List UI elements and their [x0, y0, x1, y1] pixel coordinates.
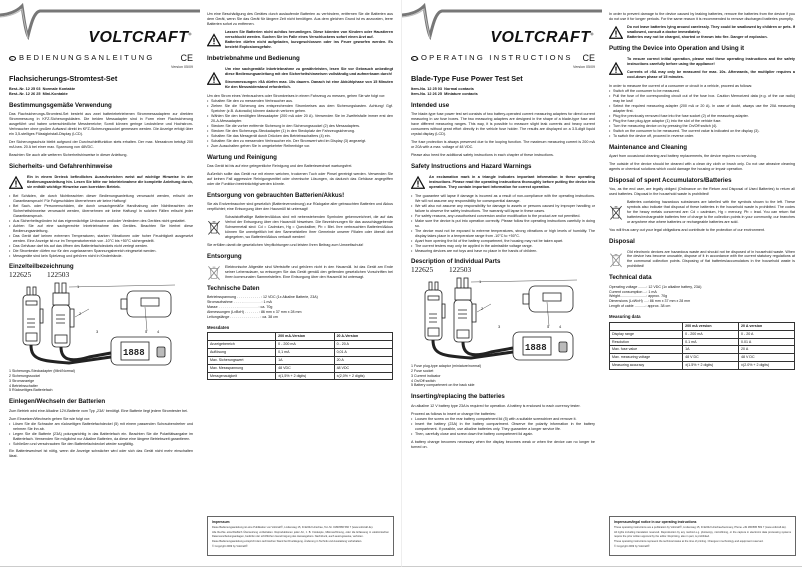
- english-column-1: [402, 0, 602, 566]
- warning-block: An exclamation mark in a triangle indicates important information in these operating instructions. Please read the operating instructions thoroughly before putting the device into operation. They contain important information for correct operation.: [411, 175, 595, 190]
- list-item: • The current testers may only be applied in the admissible voltage range.: [411, 244, 595, 249]
- list-item: 3 Current indicator: [411, 373, 441, 378]
- warning-block: Um eine sachgemäße Inbetriebnahme zu gewährleisten, lesen Sie vor Gebrauch unbedingt diese Bedienungsanleitung mit den Sicherheitshinweisen vollständig und aufmerksam durch! Strommessungen >5A dürfen max. 10s dauern. Danach ist eine Abkühlphase von 15 Minuten für den Messwiderstand erforderlich.: [207, 67, 393, 90]
- svg-text:4: 4: [559, 324, 562, 330]
- impressum-title: Impressum: [212, 520, 230, 524]
- paragraph: Sie als Endverbraucher sind gesetzlich (Batterieverordnung) zur Rückgabe aller gebrauchten Batterien und Akkus verpflichtet; eine Entsorgung über den Hausmüll ist untersagt!: [207, 202, 393, 212]
- paragraph: Das Gerät ist bis auf eine gelegentliche Reinigung und den Batteriewechsel wartungsfrei.: [207, 164, 353, 168]
- measuring-data-table: 200 mA-Version 20 A-Version Anzeigebereich 0 - 200 mA 0 - 20 A Auflösung 0,1 mA 0,01 A Max. Sicherungswert 1A 20 A Max. Messspannung 48 VDC 48 VDC Messgenauigkeit ±(1,5% + 2 digits) ±(2,0% + 2 digits): [207, 332, 393, 380]
- crossed-bin-icon: [609, 250, 623, 270]
- list-item: 5 Battery compartment on the back side: [411, 383, 475, 388]
- disposal-block: Elektronische Altgeräte sind Wertstoffe und gehören nicht in den Hausmüll. Ist das Gerät am Ende seiner Lebensdauer, so entsorgen Sie das Gerät gemäß den geltenden gesetzlichen Vorschriften bei Ihren kommunalen Sammelstellen. Eine Entsorgung über den Hausmüll ist untersagt.: [207, 265, 393, 280]
- section-heading-disposal: Entsorgung: [207, 253, 242, 261]
- warning-triangle-icon: [609, 57, 623, 80]
- svg-text:4: 4: [157, 329, 160, 335]
- list-item: • Lösen Sie die Schraube am rückseitigen Batteriefachdeckel (5) mit einem passenden Schraubendreher und nehmen Sie ihn ab.: [9, 422, 193, 432]
- spec-row: Length of cable ...........: approx. 38 cm: [609, 304, 671, 309]
- paragraph: You will thus carry out your legal obligations and contribute to the protection of our environment.: [609, 228, 766, 233]
- language-flag-icon: D: [10, 56, 15, 61]
- paragraph: Um den Strom eines Verbrauchers oder Stromkreises in einem Fahrzeug zu messen, gehen Sie wie folgt vor:: [207, 93, 386, 98]
- voltcraft-logo: VOLTCRAFT®: [490, 29, 594, 46]
- list-item: • Die Stromtester dürfen nur für den zugelassenen Spannungsbereich eingesetzt werden.: [9, 249, 193, 254]
- operation-steps-list: [609, 89, 795, 139]
- paragraph: Beachten Sie auch alle weiteren Sicherheitshinweise in dieser Anleitung.: [9, 153, 128, 158]
- paragraph: Sie erfüllen damit die gesetzlichen Verpflichtungen und leisten Ihren Beitrag zum Umweltschutz!: [207, 243, 364, 248]
- warning-triangle-icon: [9, 175, 23, 190]
- device-illustration: [9, 279, 195, 369]
- paragraph: Der Sicherungsschutz bleibt aufgrund der Durchschleiffunktion stets erhalten. Der max. Messstrom beträgt 200 mA bzw. 20 A bei einer max. Spannung von 48VDC.: [9, 140, 193, 150]
- section-heading-tech-data: Technical data: [609, 274, 652, 282]
- section-heading-operation: Inbetriebnahme und Bedienung: [207, 55, 300, 63]
- impressum-title: Impressum/legal notice in our operating instructions: [614, 520, 697, 524]
- crossed-bin-icon: [207, 215, 221, 240]
- list-item: 1 Fuse plug-type adaptor (miniature/normal): [411, 364, 482, 369]
- list-item: 3 Stromanzeige: [9, 378, 35, 383]
- warning-triangle-icon: [207, 30, 221, 50]
- list-item: • To switch the device off, proceed in reverse order.: [609, 134, 795, 139]
- list-item: 4 Betriebsschalter: [9, 383, 38, 388]
- voltcraft-logo: VOLTCRAFT®: [88, 29, 192, 46]
- model-number-label: 122503: [449, 265, 472, 275]
- list-item: 2 Sicherungssockel: [9, 373, 41, 378]
- list-item: • Messgeräte sind kein Spielzeug und gehören nicht in Kinderhände.: [9, 254, 193, 259]
- paragraph: Äußerlich sollte das Gerät nur mit einem weichen, trockenen Tuch oder Pinsel gereinigt werden. Verwenden Sie auf keinen Fall aggressive Reinigungsmittel oder chemische Lösungen, da dadurch das Gehäuse angegriffen oder die Funktion beeinträchtigt werden könnte.: [207, 171, 393, 186]
- section-heading-maintenance: Maintenance and Cleaning: [609, 143, 688, 151]
- paragraph: Ein Batteriewechsel ist nötig, wenn die Anzeige schwächer wird oder sich das Gerät nicht mehr einschalten lässt.: [9, 449, 193, 459]
- list-item: • Das Gerät darf keinen extremen Temperaturen, starken Vibrationen oder hoher Feuchtigkeit ausgesetzt werden. Eine Anzeige ist nur im Temperaturbereich von -10°C bis +50°C sichergestellt.: [9, 234, 193, 244]
- list-item: • Das Gehäuse darf bis auf das öffnen des Batteriefachdeckels nicht zerlegt werden.: [9, 244, 193, 249]
- section-heading-operation: Putting the Device into Operation and Using it: [609, 45, 745, 53]
- warning-block: Lassen Sie Batterien nicht achtlos herumliegen. Diese könnten von Kindern oder Haustieren verschluckt werden. Suchen Sie im Falle eines Verschluckens sofort einen Arzt auf. Batterien dürfen nicht aufgeladen, kurzgeschlossen oder ins Feuer geworfen werden. Es besteht Explosionsgefahr.: [207, 30, 393, 50]
- spec-row: Weight..........................: approx. 70g: [609, 294, 668, 299]
- german-column-2: [200, 0, 400, 566]
- list-item: • Legen Sie die Batterie (23A) polungsrichtig in das Batteriefach ein. Beachten Sie die Polaritätsangabe im Batteriefach. Verwenden Sie möglichst nur Alkaline Batterien, da diese eine längere Betriebszeit garantieren.: [9, 432, 193, 442]
- version-label: Version 05/09: [573, 65, 595, 70]
- tech-spec-list: [207, 295, 393, 319]
- operating-instructions-title: GB OPERATING INSTRUCTIONS CE: [412, 52, 595, 63]
- item-number: Item-No. 12 25 03 Normal contacts: [411, 86, 474, 91]
- table-row: Max. measuring voltage 48 V DC 48 V DC: [610, 354, 795, 362]
- list-item: • Pull the fuse of the corresponding circuit out of the fuse box. Caution Memorized data (e.g. of the car radio) may be lost!: [609, 94, 795, 104]
- impressum-box: Impressum/legal notice in our operating instructions These operating instructions are a publication by Voltcraft®, Lindenweg 15, D-92242 Hirschau/Germany, Phone +49 180/586 582 7 (www.voltcraft.de). All rights including translation reserved. Reproduction by any method e.g. photocopy, microfilming, or the capture in electronic data processing systems require the prior written approval by the editor. Reprinting, also in part, is prohibited. These operating instructions represent the technical status at the time of printing. Changes in technology and equipment reserved. © Copyright 2009 by Voltcraft®: [609, 516, 796, 556]
- list-item: 1 Sicherungs-Steckadapter (Mini/Normal): [9, 369, 75, 374]
- parts-list: [411, 364, 595, 388]
- paragraph: You, as the end user, are legally obliged (Ordinance on the Return and Disposal of Used Batteries) to return all used batteries. Disposal in the household waste is prohibited!: [609, 187, 795, 197]
- list-item: • Apart from opening the lid of the battery compartment, the housing may not be taken apart.: [411, 239, 595, 244]
- list-item: • The guarantee will lapse if damage is incurred as a result of non-compliance with the operating instructions. We will not assume any responsibility for consequential damage.: [411, 194, 595, 204]
- crossed-bin-icon: [609, 200, 623, 225]
- svg-text:3: 3: [498, 324, 501, 330]
- paragraph: The fuse protection is always preserved due to the looping function. The maximum measuring current is 200 mA or 20A with a max. voltage of 48 VDC.: [411, 140, 595, 150]
- disposal-block: Old electronic devices are hazardous waste and should not be disposed of in household waste. When the device has become unusable, dispose of it in accordance with the current statutory regulations at the communal collection points. Disposing of flat batteries/accumulators in the household waste is prohibited!: [609, 250, 795, 270]
- paragraph: The blade-type fuse power test set consists of two battery-operated current measuring adapters for direct current measuring in car fuse boxes. The two measuring adapters are designed in the shape of a blade-type fuse and have different measuring ranges. This way, it is possible to measure slight leak currents and heavy current consumers without great effort directly in the vehicle fuse holder. The results are displayed on a 3.5-digit liquid crystal display (LCD).: [411, 112, 595, 137]
- paragraph: Um eine Beschädigung des Gerätes durch auslaufende Batterien zu verhindern, entfernen Sie die Batterien aus dem Gerät, wenn Sie das Gerät für längere Zeit nicht benötigen. Aus dem gleichen Grund ist es anzuraten, leere Batterien sofort zu entfernen.: [207, 12, 393, 26]
- list-item: • Bei Schäden, die durch Nichtbeachten dieser Bedienungsanleitung verursacht werden, erlischt der Garantieanspruch! Für Folgeschäden übernehmen wir keine Haftung!: [9, 194, 193, 204]
- svg-text:5: 5: [547, 324, 550, 330]
- list-item: • Insert the battery (23A) in the battery compartment. Observe the polarity information in the battery compartment. If possible, use alkaline batteries only. They guarantee a longer service life.: [411, 422, 595, 432]
- crossed-bin-icon: [207, 265, 221, 280]
- svg-text:1: 1: [479, 279, 482, 285]
- section-heading-disposal: Disposal: [609, 238, 635, 246]
- warning-block: Ein in einem Dreieck befindliches Ausrufezeichen weist auf wichtige Hinweise in der Bedienungsanleitung hin. Lesen Sie bitte vor Inbetriebnahme die komplette Anleitung durch, sie enthält wichtige Hinweise zum korrekten Betrieb.: [9, 175, 193, 190]
- section-heading-parts: Einzelteilbezeichnung: [9, 262, 74, 270]
- list-item: • Switch off the consumer to be measured.: [609, 89, 795, 94]
- list-item: • Schließen und verschrauben Sie den Batteriefachdeckel wieder sorgfältig.: [9, 442, 193, 447]
- svg-text:1888: 1888: [123, 348, 145, 359]
- table-row: Anzeigebereich 0 - 200 mA 0 - 20 A: [208, 341, 393, 349]
- section-heading-measuring-data: Messdaten: [207, 324, 230, 330]
- svg-text:5: 5: [145, 329, 148, 335]
- table-row: Measuring accuracy ±(1.5% + 2 digits) ±(2.0% + 2 digits): [610, 362, 795, 370]
- list-item: • Switch on the consumer to be measured. The current value is indicated on the display (3).: [609, 129, 795, 134]
- version-label: Version 05/09: [171, 65, 193, 70]
- paragraph: Apart from occasional cleaning and battery replacements, the device requires no servicing.: [609, 153, 757, 158]
- paragraph: Zum Betrieb wird eine Alkaline 12V-Batterie vom Typ „23A“ benötigt. Eine Batterie liegt jedem Stromtester bei.: [9, 408, 189, 413]
- paragraph: Zum Einsetzen/Wechseln gehen Sie wie folgt vor:: [9, 416, 91, 421]
- warning-triangle-icon: [609, 25, 623, 40]
- paragraph: Please also heed the additional safety instructions in each chapter of these instructions.: [411, 153, 554, 158]
- list-item: • Stecken Sie den Sicherungs-Steckadapter (1) in den Steckplatz der Fahrzeugsicherung.: [207, 129, 393, 134]
- list-item: • Wählen Sie den benötigten Messadapter (200 mA oder 20 A). Verwenden Sie im Zweifelsfalle immer erst den 20-A-Messadapter.: [207, 114, 393, 124]
- list-item: • Then, carefully close and screw down the battery compartment lid again.: [411, 432, 595, 437]
- product-title: Blade-Type Fuse Power Test Set: [411, 73, 523, 83]
- spec-row: Abmessungen (LxBxH) . . . . . . . : 86 mm x 37 mm x 28 mm: [207, 309, 302, 314]
- section-heading-safety: Sicherheits- und Gefahrenhinweise: [9, 163, 113, 171]
- list-item: • Achten Sie auf eine sachgerechte Inbetriebnahme des Gerätes. Beachten Sie hierbei diese Bedienungsanleitung.: [9, 224, 193, 234]
- table-row: Display range 0 - 200 mA 0 - 20 A: [610, 330, 795, 338]
- list-item: • The device must not be exposed to extreme temperatures, strong vibrations or high levels of humidity. The display takes place in a temperature range from -10°C to +50°C.: [411, 229, 595, 239]
- warning-block: Do not leave batteries lying around carelessly. They could be swallowed by children or pets. If swallowed, consult a doctor immediately. Batteries may not be charged, shorted or thrown into fire. Danger of explosion.: [609, 25, 795, 40]
- spec-row: Betriebsspannung . . . . . . . . . . . . : 12 VDC (1x Alkaline Batterie, 23A): [207, 295, 318, 300]
- list-item: • Loosen the screw on the rear battery compartment lid (5) with a suitable screwdriver and remove it.: [411, 417, 595, 422]
- model-number-label: 122625: [9, 270, 32, 280]
- page-english: [401, 0, 802, 567]
- section-heading-batteries: Einlegen/Wechseln der Batterien: [9, 398, 106, 406]
- item-number: Best.-Nr. 12 25 03 Normale Kontakte: [9, 86, 76, 91]
- spec-row: Current consumption ...: 1 mA: [609, 289, 657, 294]
- list-item: • Schalten Sie den zu messenden Verbraucher aus.: [207, 99, 393, 104]
- section-heading-intended-use: Bestimmungsgemäße Verwendung: [9, 102, 112, 110]
- safety-list: [411, 194, 595, 254]
- list-item: • Ziehen Sie die Sicherung des entsprechenden Stromkreises aus dem Sicherungskasten. Achtung! Ggf. Speicher (z.B. Autoradio) können dadurch verloren gehen.: [207, 104, 393, 114]
- list-item: • Select the required measuring adapter (200 mA or 20 A). In case of doubt, always use the 20A measuring adapter first.: [609, 104, 795, 114]
- safety-list: [9, 194, 193, 259]
- paragraph: In order to prevent damage to the device caused by leaking batteries, remove the batteries from the device if you do not use it for longer periods. For the same reason it is recommended to remove discharged batteries promptly.: [609, 12, 795, 21]
- svg-text:2: 2: [79, 311, 82, 317]
- ce-mark: CE: [180, 53, 193, 63]
- list-item: • Make sure the device is put into operation correctly. Please follow the operating instructions carefully in doing so.: [411, 219, 595, 229]
- list-item: 2 Fuse socket: [411, 368, 434, 373]
- spec-row: Stromaufnahme . . . . . . . . . . . . . . : 1 mA: [207, 300, 272, 305]
- operating-instructions-title: D BEDIENUNGSANLEITUNG CE: [10, 52, 193, 63]
- product-title: Flachsicherungs-Stromtest-Set: [9, 73, 118, 83]
- list-item: • Turn the measuring device on by pressing the On/Off switch (4).: [609, 124, 795, 129]
- svg-text:2: 2: [481, 306, 484, 312]
- paragraph: In order to measure the current of a consumer or circuit in a vehicle, proceed as follows:: [609, 83, 753, 88]
- list-item: • Zum Ausschalten gehen Sie in umgekehrter Reihenfolge vor.: [207, 144, 393, 149]
- section-heading-tech-data: Technische Daten: [207, 284, 260, 292]
- model-number-label: 122503: [47, 270, 70, 280]
- section-heading-maintenance: Wartung und Reinigung: [207, 153, 277, 161]
- item-number: Best.-Nr. 12 26 25 Mini-Kontakte: [9, 91, 68, 96]
- table-row: Max. Messspannung 48 VDC 48 VDC: [208, 364, 393, 372]
- english-column-2: [602, 0, 802, 566]
- list-item: • For safety reasons, any unauthorised conversion and/or modification to the product are not permitted.: [411, 214, 595, 219]
- list-item: • Schalten Sie den zu messenden Verbraucher ein. Der Stromwert wird im Display (3) angezeigt.: [207, 139, 393, 144]
- battery-disposal-block: Batteries containing hazardous substances are labelled with the symbols shown to the left. These symbols also indicate that disposal of these batteries in the household waste is prohibited. The codes for the heavy metals concerned are: Cd = cadmium, Hg = mercury, Pb = lead. You can return flat batteries/rechargeable batteries free of charge to the collection points in your community, our branches or anywhere else where batteries or rechargeable batteries are sold.: [609, 200, 795, 225]
- paragraph: The outside of the device should be cleaned with a clean dry cloth or brush only. Do not use abrasive cleaning agents or chemical solutions which could damage the housing or impair operation.: [609, 161, 795, 171]
- list-item: • Schalten Sie das Messgerät durch Drücken des Betriebsschalters (4) ein.: [207, 134, 393, 139]
- ce-mark: CE: [582, 53, 595, 63]
- language-flag-icon: GB: [412, 56, 421, 61]
- paragraph: An alkaline 12 V battery type 23A is required for operation. A battery is enclosed to each currency tester.: [411, 403, 581, 408]
- german-column-1: [0, 0, 200, 566]
- parts-diagram: [9, 270, 193, 369]
- warning-triangle-icon: [411, 175, 425, 190]
- table-row: Max. fuse value 1A 20 A: [610, 346, 795, 354]
- spec-row: Dimensions (LxWxH) ....: 86 mm x 37 mm x 28 mm: [609, 299, 691, 304]
- battery-steps-list: [9, 422, 193, 447]
- section-heading-battery-disposal: Entsorgung von gebrauchten Batterien/Akkus!: [207, 191, 345, 199]
- tech-spec-list: [609, 285, 795, 309]
- list-item: • Aus Sicherheitsgründen ist das eigenmächtige Umbauen und/oder Verändern des Gerätes nicht gestattet.: [9, 219, 193, 224]
- list-item: • Stecken Sie die vorher entfernte Sicherung in den Sicherungssockel (2) des Messadapters.: [207, 124, 393, 129]
- svg-text:3: 3: [96, 329, 99, 335]
- item-number: Item-No. 12 26 25 Miniature contacts: [411, 91, 478, 96]
- section-heading-battery-disposal: Disposal of spent Accumulators/Batteries: [609, 176, 732, 184]
- battery-steps-list: [411, 417, 595, 437]
- warning-triangle-icon: [207, 67, 221, 90]
- paragraph: A battery change becomes necessary when the display becomes weak or when the device can no longer be turned on.: [411, 439, 595, 449]
- section-heading-parts: Description of Individual Parts: [411, 257, 501, 265]
- svg-text:1888: 1888: [525, 343, 547, 354]
- list-item: • Bei Sach- oder Personenschäden, die durch unsachgemäße Handhabung oder Nichtbeachten der Sicherheitshinweise verursacht werden, übernehmen wir keine Haftung! In solchen Fällen erlischt jeder Garantieanspruch.: [9, 204, 193, 219]
- section-heading-intended-use: Intended use: [411, 102, 450, 110]
- table-row: Messgenauigkeit ±(1,5% + 2 digits) ±(2,0% + 2 digits): [208, 372, 393, 380]
- list-item: 5 Rückseitiges Batteriefach: [9, 388, 53, 393]
- parts-diagram: [411, 265, 595, 364]
- warning-block: To ensure correct initial operation, please read these operating instructions and the safety instructions carefully before using the appliance! Currents of >5A may only be measured for max. 10s. Afterwards, the multiplier requires a cool-down phase of 15 minutes.: [609, 57, 795, 80]
- spec-row: Masse . . . . . . . . . . . . . . . . . . . . : ca. 70g: [207, 304, 273, 309]
- section-heading-safety: Safety Instructions and Hazard Warnings: [411, 163, 532, 171]
- spec-row: Leitungslänge . . . . . . . . . . . . . . . : ca. 38 cm: [207, 314, 278, 319]
- parts-list: [9, 369, 193, 393]
- section-heading-measuring-data: Measuring data: [609, 314, 641, 320]
- measuring-data-table: 200 mA version 20 A version Display range 0 - 200 mA 0 - 20 A Resolution 0.1 mA 0.01 A Max. fuse value 1A 20 A Max. measuring voltage 48 V DC 48 V DC Measuring accuracy ±(1.5% + 2 digits) ±(2.0% + 2 digits): [609, 322, 795, 370]
- list-item: • Plug the previously removed fuse into the fuse socket (2) of the measuring adapter.: [609, 114, 795, 119]
- device-illustration: [411, 274, 597, 364]
- svg-text:1: 1: [77, 284, 80, 290]
- list-item: • Plug the fuse plug-type adaptor (1) into the slot of the vehicle fuse.: [609, 119, 795, 124]
- model-number-label: 122625: [411, 265, 434, 275]
- impressum-box: Impressum Diese Bedienungsanleitung ist eine Publikation von Voltcraft®, Lindenweg 15, D-92242 Hirschau, Tel.-Nr. 0180/586 582 7 (www.voltcraft.de). Alle Rechte einschließlich Übersetzung vorbehalten. Reproduktionen jeder Art, z. B. Fotokopie, Mikroverfilmung, oder die Erfassung in elektronischen Datenverarbeitungsanlagen, bedürfen der schriftlichen Genehmigung des Herausgebers. Nachdruck, auch auszugsweise, verboten. Diese Bedienungsanleitung entspricht dem technischen Stand bei Drucklegung. Änderung in Technik und Ausstattung vorbehalten. © Copyright 2009 by Voltcraft®: [207, 516, 394, 556]
- section-heading-batteries: Inserting/replacing the batteries: [411, 393, 505, 401]
- spec-row: Operating voltage ........: 12 VDC (1x alkaline battery, 23A): [609, 284, 702, 289]
- paragraph: Proceed as follows to insert or change the batteries:: [411, 411, 496, 416]
- list-item: • We will also not assume any responsibility for damage to assets or persons caused by improper handling or failure to observe the safety instructions. The warranty will lapse in these cases.: [411, 204, 595, 214]
- list-item: 4 On/Off switch: [411, 378, 436, 383]
- battery-disposal-block: Schadstoffhaltige Batterien/Akkus sind mit nebenstehenden Symbolen gekennzeichnet, die auf das Verbot der Entsorgung über den Hausmüll hinweisen. Die Bezeichnungen für das ausschlaggebende Schwermetall sind: Cd = Cadmium, Hg = Quecksilber, Pb = Blei. Ihre verbrauchten Batterien/Akkus können Sie unentgeltlich bei den Sammelstellen Ihrer Gemeinde unserer Filialen oder überall dort abgegeben, wo Batterien/Akkus verkauft werden!: [207, 215, 393, 240]
- list-item: • Measuring devices are not toys and have no place in the hands of children.: [411, 249, 595, 254]
- operation-steps-list: [207, 99, 393, 149]
- table-row: Resolution 0.1 mA 0.01 A: [610, 338, 795, 346]
- paragraph: Das Flachsicherungs-Stromtest-Set besteht aus zwei batteriebetriebenen Strommessadaptern zur direkten Strommessung in KFZ-Sicherungskästen. Die beiden Messadapter sind in Form einer Flachsicherung ausgeführt und haben unterschiedliche Messbereiche; Somit können geringe Leckströme und Hochstrom-Verbraucher ohne großen Aufwand direkt im KFZ-Sicherungssockel gemessen werden. Die Anzeige erfolgt über ein 3,5-stelliges Flüssigkristall-Display (LCD).: [9, 112, 193, 137]
- table-row: Auflösung 0,1 mA 0,01 A: [208, 348, 393, 356]
- table-row: Max. Sicherungswert 1A 20 A: [208, 356, 393, 364]
